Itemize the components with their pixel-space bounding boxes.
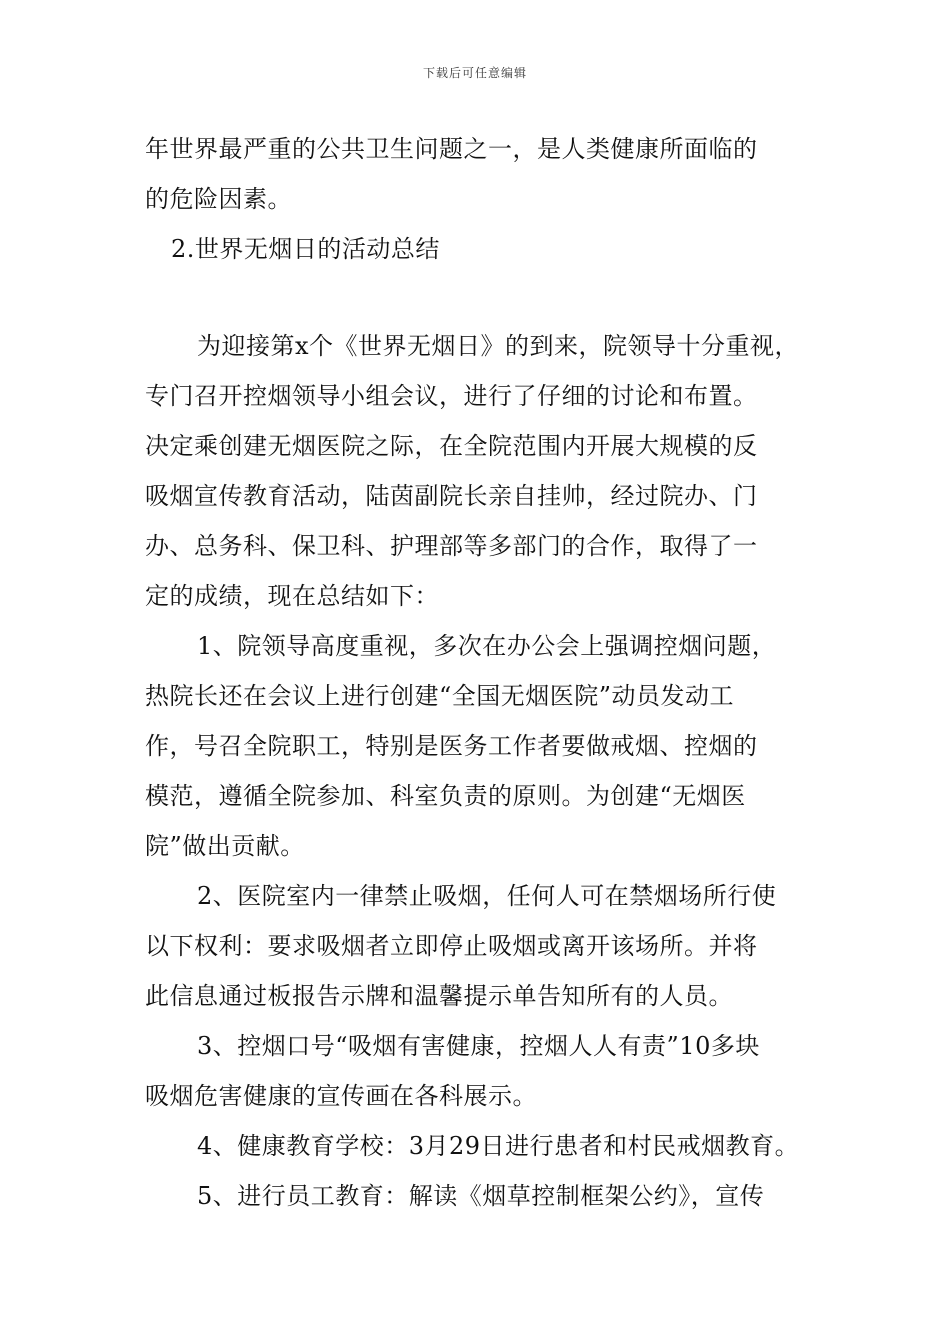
list-item-4: 4、健康教育学校：3月29日进行患者和村民戒烟教育。	[197, 1132, 800, 1160]
paragraph-line: 此信息通过板报告示牌和温馨提示单告知所有的人员。	[145, 982, 733, 1010]
paragraph-line: 决定乘创建无烟医院之际，在全院范围内开展大规模的反	[145, 432, 758, 460]
paragraph-line: 院”做出贡献。	[145, 832, 305, 860]
list-item-2: 2、医院室内一律禁止吸烟，任何人可在禁烟场所行使	[197, 882, 777, 910]
blank-gap	[145, 274, 810, 321]
list-item-1: 1、院领导高度重视，多次在办公会上强调控烟问题，	[197, 632, 777, 660]
paragraph-line: 办、总务科、保卫科、护理部等多部门的合作，取得了一	[145, 532, 758, 560]
paragraph-line: 为迎接第x个《世界无烟日》的到来，院领导十分重视，	[197, 332, 800, 360]
paragraph-line: 作，号召全院职工，特别是医务工作者要做戒烟、控烟的	[145, 732, 758, 760]
paragraph-line: 的危险因素。	[145, 185, 292, 213]
paragraph-line: 吸烟宣传教育活动，陆茵副院长亲自挂帅，经过院办、门	[145, 482, 758, 510]
section-heading: 2.世界无烟日的活动总结	[171, 235, 440, 263]
paragraph-line: 专门召开控烟领导小组会议，进行了仔细的讨论和布置。	[145, 382, 758, 410]
header-note: 下载后可任意编辑	[422, 66, 527, 80]
paragraph-line: 吸烟危害健康的宣传画在各科展示。	[145, 1082, 537, 1110]
paragraph-line: 模范，遵循全院参加、科室负责的原则。为创建“无烟医	[145, 782, 746, 810]
list-item-5: 5、进行员工教育：解读《烟草控制框架公约》，宣传	[197, 1182, 765, 1210]
paragraph-line: 年世界最严重的公共卫生问题之一，是人类健康所面临的	[145, 135, 758, 163]
paragraph-line: 定的成绩，现在总结如下：	[145, 582, 439, 610]
document-body	[145, 124, 810, 1221]
list-item-3: 3、控烟口号“吸烟有害健康，控烟人人有责”10多块	[197, 1032, 760, 1060]
paragraph-line: 以下权利：要求吸烟者立即停止吸烟或离开该场所。并将	[145, 932, 758, 960]
paragraph-line: 热院长还在会议上进行创建“全国无烟医院”动员发动工	[145, 682, 735, 710]
